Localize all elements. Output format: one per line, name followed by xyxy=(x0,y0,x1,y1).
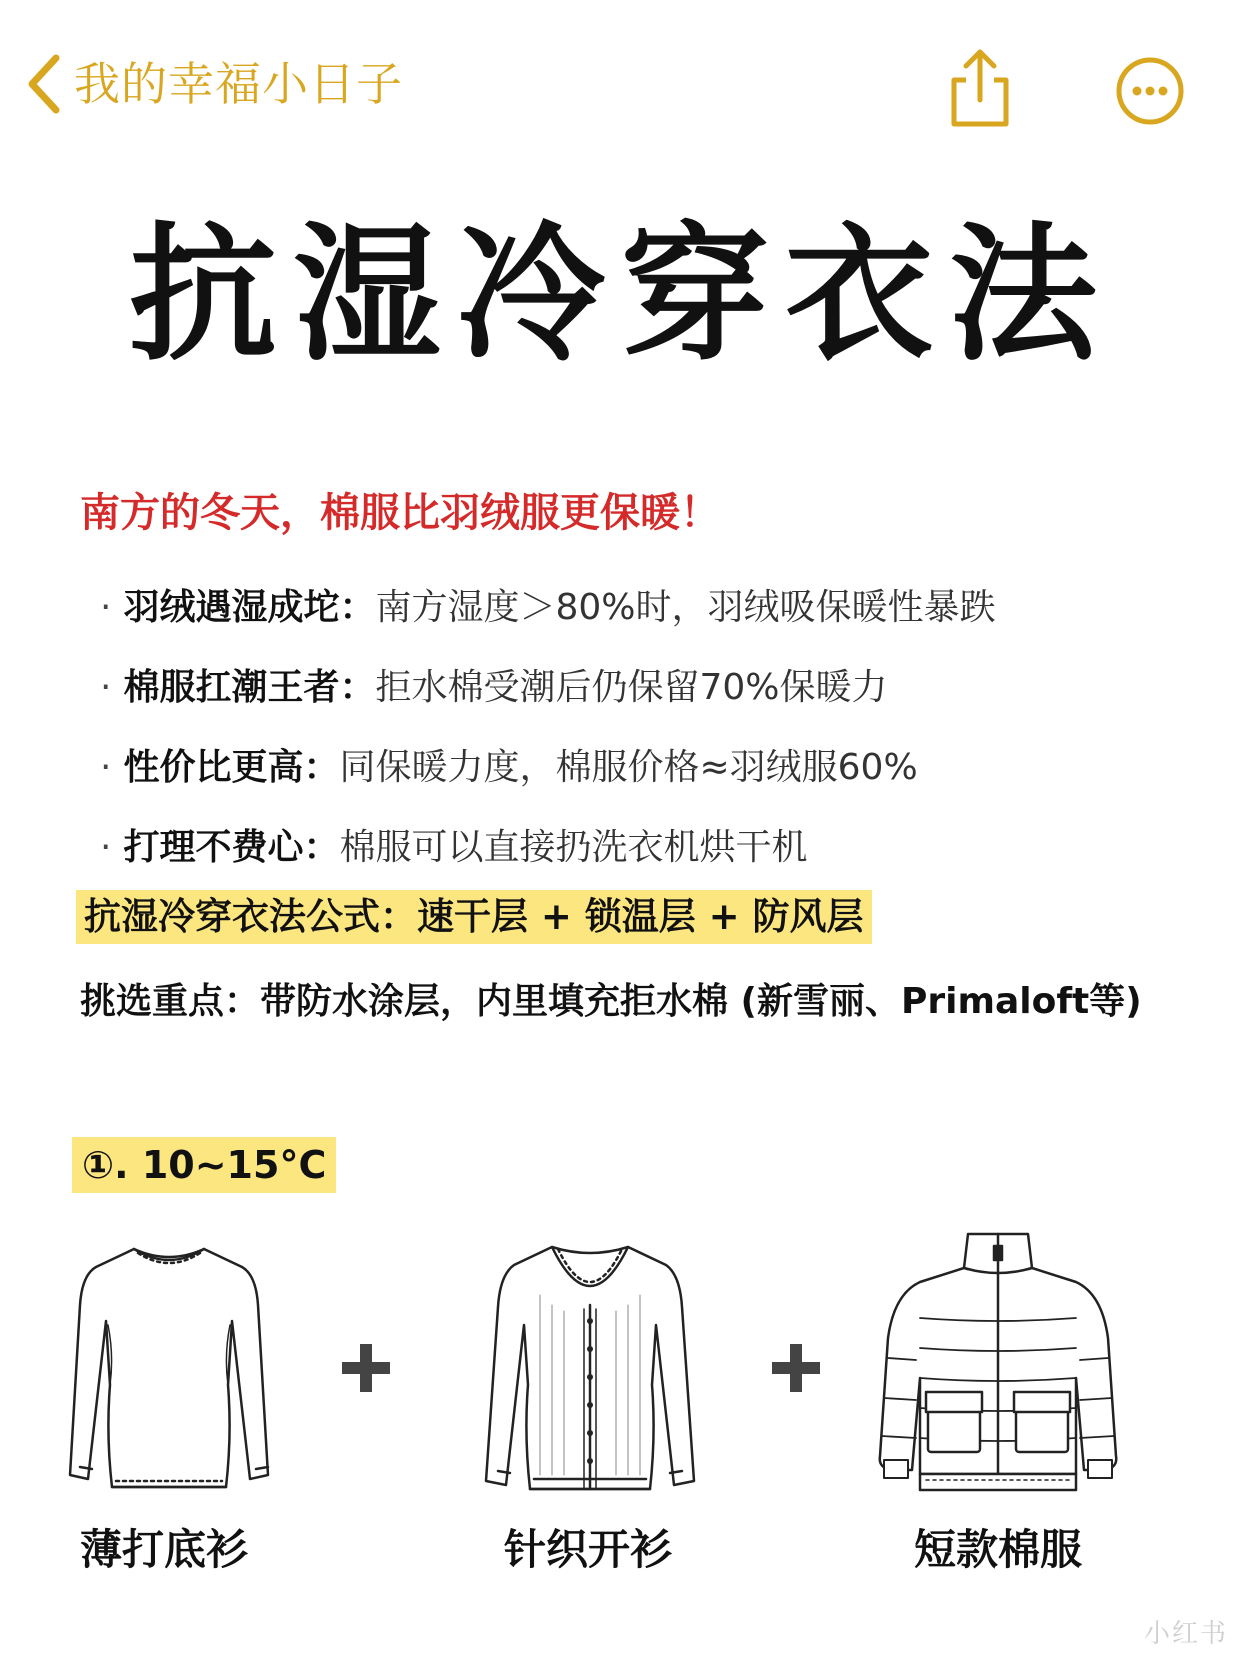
knit-cardigan-icon xyxy=(480,1235,700,1500)
long-sleeve-tshirt-icon xyxy=(64,1235,274,1495)
bullet-key: 打理不费心： xyxy=(123,827,340,868)
outfit-item-label: 薄打底衫 xyxy=(80,1525,249,1574)
bullet-text: 同保暖力度，棉服价格≈羽绒服60% xyxy=(339,747,918,788)
subtitle: 南方的冬天，棉服比羽绒服更保暖！ xyxy=(80,490,720,536)
reasons-list xyxy=(100,568,996,888)
puffer-jacket-icon xyxy=(876,1228,1121,1498)
more-button[interactable] xyxy=(1115,56,1185,126)
bullet-key: 棉服扛潮王者： xyxy=(123,667,376,708)
bullet-key: 性价比更高： xyxy=(123,747,340,788)
list-item xyxy=(100,728,996,808)
watermark: 小红书 xyxy=(1143,1619,1228,1649)
outfit-item-label: 短款棉服 xyxy=(914,1525,1083,1574)
bullet-dot: · xyxy=(100,827,112,868)
outfit-item-mid-layer xyxy=(480,1235,700,1500)
chevron-left-icon xyxy=(24,52,64,116)
list-item xyxy=(100,808,996,888)
list-item xyxy=(100,648,996,728)
bullet-text: 棉服可以直接扔洗衣机烘干机 xyxy=(339,827,808,868)
bullet-text: 拒水棉受潮后仍保留70%保暖力 xyxy=(375,667,888,708)
outfit-item-label: 针织开衫 xyxy=(504,1525,673,1574)
plus-icon xyxy=(770,1342,822,1398)
back-button[interactable] xyxy=(24,52,403,116)
outfit-item-outer-layer xyxy=(876,1228,1121,1498)
bullet-dot: · xyxy=(100,667,112,708)
section-heading: ①. 10~15°C xyxy=(72,1137,336,1193)
bullet-dot: · xyxy=(100,747,112,788)
share-button[interactable] xyxy=(944,46,1016,130)
back-label: 我的幸福小日子 xyxy=(74,57,403,111)
bullet-key: 羽绒遇湿成坨： xyxy=(123,587,376,628)
bullet-text: 南方湿度＞80%时，羽绒吸保暖性暴跌 xyxy=(375,587,996,628)
formula-highlight: 抗湿冷穿衣法公式：速干层 + 锁温层 + 防风层 xyxy=(76,890,872,944)
outfit-item-base-layer xyxy=(64,1235,274,1495)
page-title: 抗湿冷穿衣法 xyxy=(129,209,1113,381)
top-nav-bar xyxy=(0,0,1242,180)
selection-tips: 挑选重点：带防水涂层，内里填充拒水棉 (新雪丽、Primaloft等) xyxy=(80,981,1142,1022)
bullet-dot: · xyxy=(100,587,112,628)
plus-icon xyxy=(340,1342,392,1398)
share-icon xyxy=(944,46,1016,130)
more-icon xyxy=(1115,56,1185,126)
list-item xyxy=(100,568,996,648)
